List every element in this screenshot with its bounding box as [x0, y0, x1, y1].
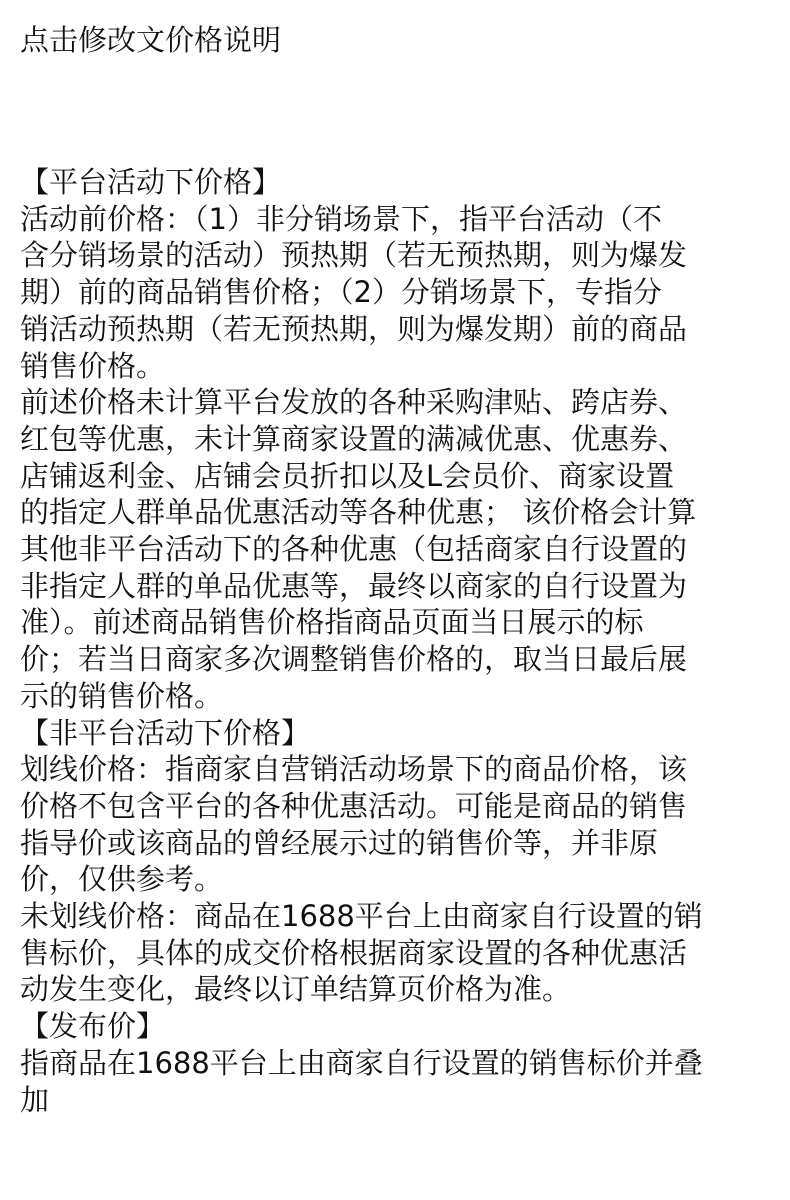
description-line: 店铺返利金、店铺会员折扣以及L会员价、商家设置: [20, 458, 675, 493]
description-line: 划线价格：指商家自营销活动场景下的商品价格，该: [20, 752, 688, 787]
description-line: 售标价，具体的成交价格根据商家设置的各种优惠活: [20, 935, 688, 970]
price-description-content: [20, 164, 770, 1118]
description-line: 指导价或该商品的曾经展示过的销售价等，并非原: [20, 825, 659, 860]
description-line: 含分销场景的活动）预热期（若无预热期，则为爆发: [20, 238, 688, 273]
section-title-platform-activity-price: 【平台活动下价格】: [20, 165, 282, 199]
description-line: 期）前的商品销售价格；（2）分销场景下，专指分: [20, 275, 662, 310]
description-line: 价格不包含平台的各种优惠活动。可能是商品的销售: [20, 788, 688, 823]
description-line: 前述价格未计算平台发放的各种采购津贴、跨店券、: [20, 385, 688, 420]
description-line: 未划线价格：商品在1688平台上由商家自行设置的销: [20, 899, 703, 934]
description-line: 示的销售价格。: [20, 678, 224, 713]
description-line: 价，仅供参考。: [20, 862, 224, 897]
description-line: 指商品在1688平台上由商家自行设置的销售标价并叠: [20, 1045, 703, 1080]
description-line: 动发生变化，最终以订单结算页价格为准。: [20, 972, 572, 1007]
description-line: 红包等优惠，未计算商家设置的满减优惠、优惠券、: [20, 421, 688, 456]
description-line: 其他非平台活动下的各种优惠（包括商家自行设置的: [20, 532, 688, 567]
section-title-non-platform-activity-price: 【非平台活动下价格】: [20, 715, 311, 750]
description-line: 销活动预热期（若无预热期，则为爆发期）前的商品: [20, 311, 688, 346]
description-line: 价；若当日商家多次调整销售价格的，取当日最后展: [20, 642, 688, 677]
edit-price-description-link[interactable]: 点击修改文价格说明: [20, 23, 282, 57]
description-line: 销售价格。: [20, 348, 166, 383]
description-line: 加: [20, 1082, 50, 1117]
section-title-release-price: 【发布价】: [20, 1009, 166, 1044]
description-line: 非指定人群的单品优惠等，最终以商家的自行设置为: [20, 568, 688, 603]
description-line: 准）。前述商品销售价格指商品页面当日展示的标: [20, 605, 644, 640]
description-line: 的指定人群单品优惠活动等各种优惠； 该价格会计算: [20, 495, 697, 530]
description-line: 活动前价格：（1）非分销场景下，指平台活动（不: [20, 201, 662, 236]
